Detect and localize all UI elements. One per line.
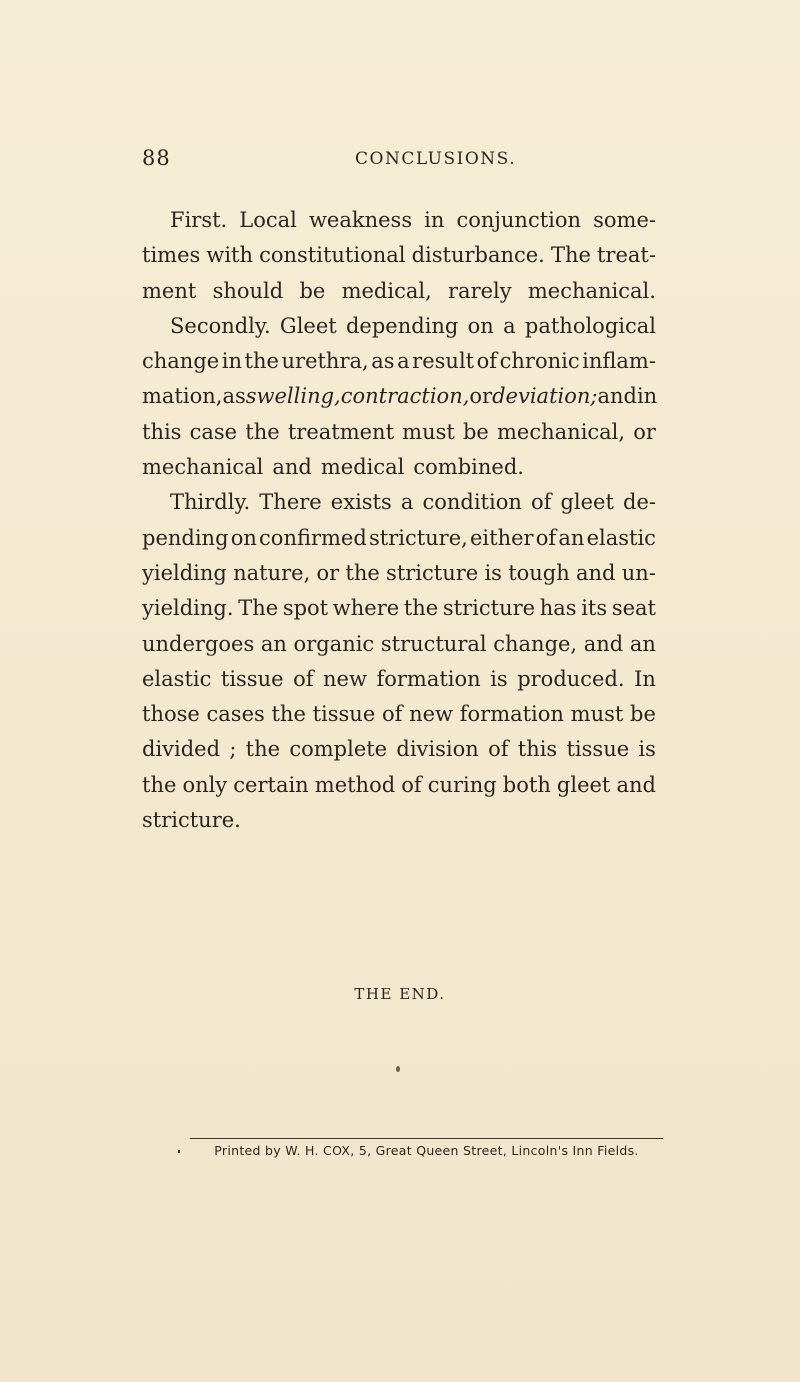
word: spot <box>282 596 329 621</box>
word: be <box>462 419 489 444</box>
word: on <box>230 525 257 550</box>
word: formation <box>459 702 564 727</box>
word: stricture <box>386 560 479 585</box>
running-head <box>142 146 662 176</box>
word: the <box>142 772 177 797</box>
word: undergoes <box>142 631 255 656</box>
text-line <box>142 521 656 556</box>
word: disturbance. <box>411 243 545 268</box>
text-line <box>142 450 656 485</box>
text-line <box>142 379 656 414</box>
word: of <box>535 525 557 550</box>
word: both <box>502 772 551 797</box>
word: the <box>245 737 281 762</box>
text-line <box>142 238 656 273</box>
word: those <box>142 702 200 727</box>
word: and <box>597 384 637 409</box>
word: combined. <box>413 455 524 480</box>
word: an <box>558 525 585 550</box>
text-line <box>142 732 656 767</box>
text-line <box>142 662 656 697</box>
word: is <box>484 560 502 585</box>
word: condition <box>422 490 522 515</box>
word: division <box>396 737 479 762</box>
word: of <box>530 490 552 515</box>
word: is <box>490 666 508 691</box>
word: The <box>550 243 591 268</box>
word: cases <box>206 702 265 727</box>
word: urethra, <box>281 349 369 374</box>
word: There <box>259 490 322 515</box>
word: rarely <box>448 278 512 303</box>
word: mechanical <box>142 455 264 480</box>
word: an <box>629 631 656 656</box>
word: of <box>293 666 314 691</box>
word: formation <box>376 666 481 691</box>
word: confirmed <box>259 525 367 550</box>
word: either <box>470 525 534 550</box>
word: medical <box>320 455 405 480</box>
word: elastic <box>142 666 212 691</box>
word: yielding <box>142 560 227 585</box>
word: mation, <box>142 384 223 409</box>
word: de- <box>623 490 656 515</box>
word: un- <box>621 560 656 585</box>
text-line <box>142 768 656 803</box>
word: and <box>576 560 616 585</box>
text-line <box>142 556 656 591</box>
word: treatment <box>287 419 395 444</box>
word: ment <box>142 278 197 303</box>
text-line <box>142 203 656 238</box>
word: divided <box>142 737 221 762</box>
word: a <box>400 490 414 515</box>
word: stricture <box>442 596 536 621</box>
word: organic <box>293 631 375 656</box>
word: with <box>206 243 254 268</box>
text-line <box>142 627 656 662</box>
word: in <box>424 208 445 232</box>
word: has <box>539 596 577 621</box>
text-line <box>142 697 656 732</box>
word: the <box>403 596 439 621</box>
word: must <box>402 419 455 444</box>
word: Thirdly. <box>170 490 251 515</box>
word: contraction, <box>340 384 470 409</box>
text-line <box>142 344 656 379</box>
word: on <box>467 313 494 338</box>
word: method <box>314 772 396 797</box>
word: Secondly. <box>170 313 271 338</box>
word: new <box>323 666 367 691</box>
word: stricture, <box>368 525 468 550</box>
word: and <box>583 631 624 656</box>
word: mechanical. <box>527 278 656 303</box>
word: be <box>630 702 656 727</box>
ink-speck <box>178 1150 180 1153</box>
word: the <box>345 560 380 585</box>
word: treat- <box>596 243 656 268</box>
word: must <box>570 702 624 727</box>
word: mechanical, <box>497 419 626 444</box>
word: change <box>142 349 220 374</box>
word: yielding. <box>142 596 234 621</box>
word: change, <box>493 631 578 656</box>
word: tissue <box>566 737 630 762</box>
word: Local <box>239 208 297 232</box>
word: complete <box>289 737 388 762</box>
word: deviation; <box>492 384 598 409</box>
word: gleet <box>556 772 611 797</box>
word: the <box>244 349 279 374</box>
word: of <box>381 702 403 727</box>
word: a <box>503 313 516 338</box>
word: a <box>397 349 410 374</box>
word: structural <box>380 631 487 656</box>
word: produced. <box>517 666 625 691</box>
word: depending <box>345 313 459 338</box>
page-number: 88 <box>142 146 171 170</box>
word: of <box>488 737 509 762</box>
word: in <box>221 349 242 374</box>
word: medical, <box>341 278 432 303</box>
word: chronic <box>499 349 580 374</box>
word: swelling, <box>245 384 341 409</box>
word: the <box>271 702 306 727</box>
word: or <box>469 384 493 409</box>
word: constitutional <box>259 243 406 268</box>
word: nature, <box>233 560 311 585</box>
word: In <box>634 666 656 691</box>
imprint-rule <box>190 1138 663 1139</box>
printer-imprint: Printed by W. H. COX, 5, Great Queen Street, Lincoln's Inn Fields. <box>214 1143 639 1158</box>
word: First. <box>170 208 228 232</box>
word: or <box>633 419 656 444</box>
word: elastic <box>586 525 656 550</box>
text-line <box>142 591 656 626</box>
word: and <box>616 772 656 797</box>
word: new <box>409 702 454 727</box>
word: should <box>212 278 284 303</box>
word: weakness <box>308 208 413 232</box>
word: exists <box>330 490 392 515</box>
word: inflam- <box>582 349 656 374</box>
word: tough <box>508 560 570 585</box>
word: is <box>638 737 656 762</box>
word: times <box>142 243 201 268</box>
word: this <box>517 737 558 762</box>
word: the <box>245 419 280 444</box>
body-text <box>142 203 656 838</box>
word: its <box>581 596 608 621</box>
word: conjunction <box>456 208 582 232</box>
text-line <box>142 803 656 838</box>
word: only <box>182 772 228 797</box>
word: tissue <box>220 666 284 691</box>
text-line <box>142 415 656 450</box>
word: seat <box>611 596 656 621</box>
word: pending <box>142 525 229 550</box>
running-head-title: CONCLUSIONS. <box>355 149 517 169</box>
the-end-mark: THE END. <box>354 985 446 1003</box>
word: curing <box>427 772 497 797</box>
text-line <box>142 274 656 309</box>
word: as <box>371 349 395 374</box>
word: and <box>272 455 312 480</box>
word: case <box>189 419 238 444</box>
word: gleet <box>560 490 614 515</box>
word: an <box>260 631 287 656</box>
word: of <box>401 772 422 797</box>
word: as <box>222 384 246 409</box>
word: in <box>636 384 658 409</box>
word: or <box>316 560 340 585</box>
word: where <box>332 596 400 621</box>
text-line <box>142 309 656 344</box>
word: of <box>476 349 498 374</box>
text-line <box>142 485 656 520</box>
word: ; <box>229 737 237 762</box>
word: The <box>238 596 279 621</box>
word: result <box>412 349 475 374</box>
word: pathological <box>524 313 656 338</box>
ink-speck <box>396 1066 400 1072</box>
word: tissue <box>312 702 376 727</box>
word: stricture. <box>142 808 241 833</box>
word: certain <box>233 772 309 797</box>
word: some- <box>593 208 656 232</box>
word: this <box>142 419 182 444</box>
word: be <box>299 278 326 303</box>
word: Gleet <box>279 313 337 338</box>
